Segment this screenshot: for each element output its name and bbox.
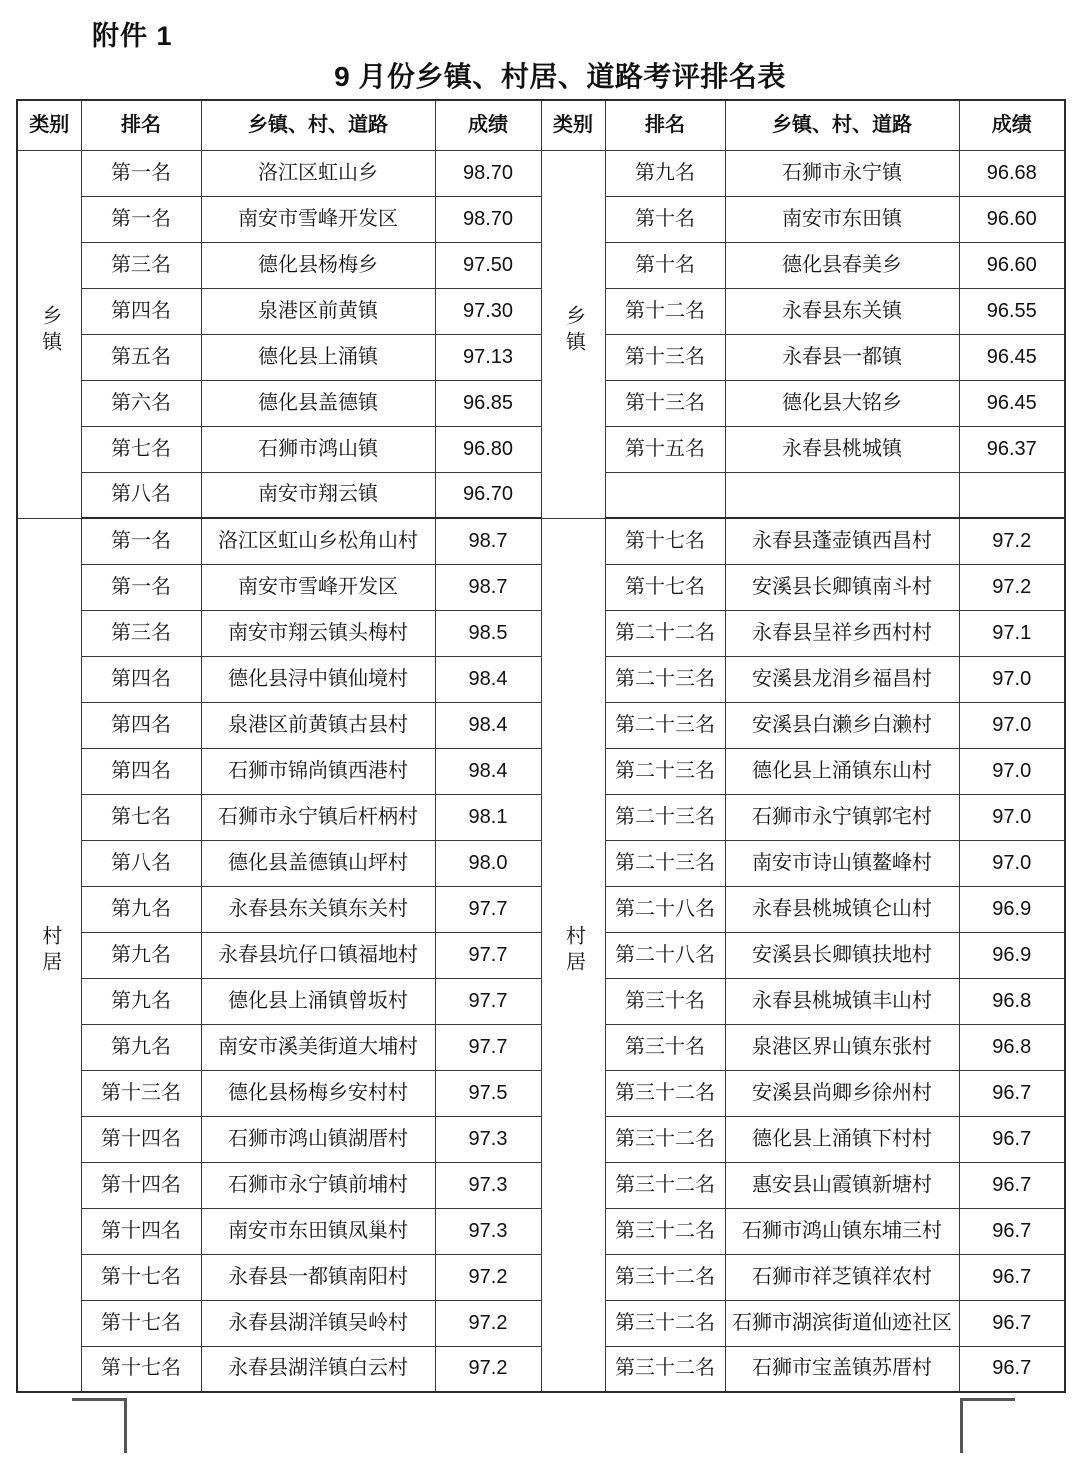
cell-score-left: 97.3 xyxy=(435,1116,541,1162)
cell-score-left: 97.7 xyxy=(435,932,541,978)
attachment-label: 附件 1 xyxy=(92,21,173,51)
cell-score-left: 97.7 xyxy=(435,1024,541,1070)
cell-rank-left: 第四名 xyxy=(81,702,201,748)
cell-name-left: 德化县盖德镇 xyxy=(201,380,435,426)
header-name-right: 乡镇、村、道路 xyxy=(725,100,959,150)
header-name-left: 乡镇、村、道路 xyxy=(201,100,435,150)
cell-rank-right: 第三十二名 xyxy=(605,1116,725,1162)
cell-rank-right: 第十三名 xyxy=(605,334,725,380)
cell-rank-left: 第一名 xyxy=(81,150,201,196)
table-header xyxy=(17,100,1065,150)
cell-name-left: 德化县上涌镇 xyxy=(201,334,435,380)
cell-rank-right: 第二十八名 xyxy=(605,886,725,932)
cell-score-right: 96.8 xyxy=(959,978,1065,1024)
table-row xyxy=(17,518,1065,564)
crop-mark-left-icon xyxy=(72,1398,127,1453)
cell-name-right xyxy=(725,472,959,518)
cell-score-right: 96.7 xyxy=(959,1346,1065,1392)
cell-name-right: 永春县一都镇 xyxy=(725,334,959,380)
cell-rank-left: 第一名 xyxy=(81,564,201,610)
cell-rank-left: 第九名 xyxy=(81,978,201,1024)
cell-score-left: 97.2 xyxy=(435,1254,541,1300)
cell-name-right: 石狮市永宁镇 xyxy=(725,150,959,196)
cell-name-right: 永春县桃城镇仑山村 xyxy=(725,886,959,932)
cell-score-left: 96.85 xyxy=(435,380,541,426)
header-rank-left: 排名 xyxy=(81,100,201,150)
cell-name-right: 石狮市湖滨街道仙迹社区 xyxy=(725,1300,959,1346)
cell-name-left: 德化县盖德镇山坪村 xyxy=(201,840,435,886)
cell-name-right: 石狮市宝盖镇苏厝村 xyxy=(725,1346,959,1392)
cell-name-right: 安溪县龙涓乡福昌村 xyxy=(725,656,959,702)
header-category-left: 类别 xyxy=(17,100,81,150)
cell-rank-right: 第三十二名 xyxy=(605,1254,725,1300)
cell-rank-left: 第九名 xyxy=(81,932,201,978)
cell-name-left: 永春县湖洋镇吴岭村 xyxy=(201,1300,435,1346)
cell-rank-right: 第二十三名 xyxy=(605,748,725,794)
cell-score-right: 96.9 xyxy=(959,932,1065,978)
table-header-row xyxy=(17,100,1065,150)
cell-name-left: 永春县坑仔口镇福地村 xyxy=(201,932,435,978)
cell-name-left: 洛江区虹山乡 xyxy=(201,150,435,196)
cell-score-left: 97.30 xyxy=(435,288,541,334)
cell-name-left: 德化县杨梅乡安村村 xyxy=(201,1070,435,1116)
cell-score-right: 97.1 xyxy=(959,610,1065,656)
category-label-right xyxy=(541,518,605,1392)
cell-rank-left: 第十四名 xyxy=(81,1116,201,1162)
cell-name-right: 安溪县白濑乡白濑村 xyxy=(725,702,959,748)
cell-rank-right: 第十名 xyxy=(605,242,725,288)
cell-score-left: 97.13 xyxy=(435,334,541,380)
cell-name-right: 安溪县尚卿乡徐州村 xyxy=(725,1070,959,1116)
cell-rank-left: 第九名 xyxy=(81,886,201,932)
category-label-left xyxy=(17,518,81,1392)
cell-score-left: 98.4 xyxy=(435,748,541,794)
cell-rank-right: 第三十二名 xyxy=(605,1346,725,1392)
cell-rank-right: 第三十名 xyxy=(605,978,725,1024)
cell-name-left: 泉港区前黄镇古县村 xyxy=(201,702,435,748)
cell-score-right xyxy=(959,472,1065,518)
cell-rank-left: 第四名 xyxy=(81,748,201,794)
cell-name-right: 德化县上涌镇下村村 xyxy=(725,1116,959,1162)
cell-score-right: 96.60 xyxy=(959,242,1065,288)
cell-rank-right: 第二十二名 xyxy=(605,610,725,656)
cell-name-right: 永春县桃城镇丰山村 xyxy=(725,978,959,1024)
cell-name-left: 南安市东田镇凤巢村 xyxy=(201,1208,435,1254)
cell-name-right: 德化县大铭乡 xyxy=(725,380,959,426)
table-row xyxy=(17,150,1065,196)
cell-score-left: 98.7 xyxy=(435,564,541,610)
ranking-table-wrapper xyxy=(16,99,1064,1393)
cell-score-right: 96.7 xyxy=(959,1070,1065,1116)
cell-score-left: 98.1 xyxy=(435,794,541,840)
cell-rank-right: 第二十三名 xyxy=(605,702,725,748)
category-label-text: 乡镇 xyxy=(38,304,61,357)
cell-name-left: 德化县杨梅乡 xyxy=(201,242,435,288)
cell-score-left: 97.50 xyxy=(435,242,541,288)
cell-rank-left: 第八名 xyxy=(81,840,201,886)
cell-name-right: 德化县上涌镇东山村 xyxy=(725,748,959,794)
cell-name-right: 安溪县长卿镇扶地村 xyxy=(725,932,959,978)
cell-score-right: 97.0 xyxy=(959,702,1065,748)
cell-score-right: 96.55 xyxy=(959,288,1065,334)
cell-rank-left: 第五名 xyxy=(81,334,201,380)
cell-score-right: 97.0 xyxy=(959,656,1065,702)
cell-name-left: 永春县湖洋镇白云村 xyxy=(201,1346,435,1392)
cell-rank-right: 第三十二名 xyxy=(605,1208,725,1254)
cell-name-left: 永春县东关镇东关村 xyxy=(201,886,435,932)
cell-rank-left: 第十四名 xyxy=(81,1208,201,1254)
cell-rank-right: 第三十二名 xyxy=(605,1300,725,1346)
cell-score-left: 97.5 xyxy=(435,1070,541,1116)
cell-score-right: 96.8 xyxy=(959,1024,1065,1070)
header-rank-right: 排名 xyxy=(605,100,725,150)
cell-score-right: 96.68 xyxy=(959,150,1065,196)
cell-name-left: 南安市雪峰开发区 xyxy=(201,564,435,610)
cell-score-left: 98.70 xyxy=(435,196,541,242)
cell-name-left: 石狮市永宁镇前埔村 xyxy=(201,1162,435,1208)
cell-rank-left: 第十四名 xyxy=(81,1162,201,1208)
cell-name-left: 南安市翔云镇 xyxy=(201,472,435,518)
cell-name-left: 石狮市锦尚镇西港村 xyxy=(201,748,435,794)
cell-score-left: 97.3 xyxy=(435,1208,541,1254)
cell-score-right: 96.45 xyxy=(959,334,1065,380)
cell-rank-right: 第十二名 xyxy=(605,288,725,334)
cell-score-left: 98.7 xyxy=(435,518,541,564)
cell-rank-right: 第九名 xyxy=(605,150,725,196)
cell-score-right: 96.7 xyxy=(959,1300,1065,1346)
category-label-text: 村居 xyxy=(562,925,585,978)
cell-rank-right: 第十七名 xyxy=(605,564,725,610)
cell-rank-right: 第二十三名 xyxy=(605,840,725,886)
cell-name-right: 永春县桃城镇 xyxy=(725,426,959,472)
header-score-right: 成绩 xyxy=(959,100,1065,150)
crop-mark-right-icon xyxy=(960,1398,1015,1453)
cell-score-right: 97.2 xyxy=(959,564,1065,610)
cell-rank-right: 第十名 xyxy=(605,196,725,242)
cell-score-left: 98.5 xyxy=(435,610,541,656)
cell-score-left: 97.3 xyxy=(435,1162,541,1208)
category-label-text: 村居 xyxy=(38,925,61,978)
cell-name-right: 德化县春美乡 xyxy=(725,242,959,288)
cell-rank-left: 第三名 xyxy=(81,242,201,288)
cell-score-left: 98.0 xyxy=(435,840,541,886)
cell-score-right: 97.0 xyxy=(959,748,1065,794)
cell-score-right: 97.2 xyxy=(959,518,1065,564)
cell-name-left: 永春县一都镇南阳村 xyxy=(201,1254,435,1300)
cell-score-right: 96.9 xyxy=(959,886,1065,932)
category-label-left xyxy=(17,150,81,518)
cell-score-right: 97.0 xyxy=(959,794,1065,840)
cell-name-left: 南安市翔云镇头梅村 xyxy=(201,610,435,656)
cell-rank-left: 第六名 xyxy=(81,380,201,426)
cell-name-left: 南安市雪峰开发区 xyxy=(201,196,435,242)
page-title: 9 月份乡镇、村居、道路考评排名表 xyxy=(334,61,786,92)
cell-rank-left: 第七名 xyxy=(81,794,201,840)
cell-rank-left: 第十七名 xyxy=(81,1346,201,1392)
cell-rank-left: 第十七名 xyxy=(81,1254,201,1300)
cell-name-right: 南安市东田镇 xyxy=(725,196,959,242)
cell-name-left: 泉港区前黄镇 xyxy=(201,288,435,334)
cell-rank-right: 第三十二名 xyxy=(605,1070,725,1116)
cell-rank-right: 第三十二名 xyxy=(605,1162,725,1208)
cell-score-left: 97.2 xyxy=(435,1300,541,1346)
cell-score-right: 96.7 xyxy=(959,1254,1065,1300)
cell-name-left: 南安市溪美街道大埔村 xyxy=(201,1024,435,1070)
cell-name-right: 永春县东关镇 xyxy=(725,288,959,334)
cell-rank-left: 第十七名 xyxy=(81,1300,201,1346)
cell-rank-left: 第八名 xyxy=(81,472,201,518)
cell-rank-right: 第十七名 xyxy=(605,518,725,564)
cell-name-right: 永春县蓬壶镇西昌村 xyxy=(725,518,959,564)
cell-score-right: 96.7 xyxy=(959,1162,1065,1208)
cell-rank-left: 第四名 xyxy=(81,288,201,334)
header-category-right: 类别 xyxy=(541,100,605,150)
cell-score-left: 97.2 xyxy=(435,1346,541,1392)
cell-name-right: 惠安县山霞镇新塘村 xyxy=(725,1162,959,1208)
cell-score-right: 96.45 xyxy=(959,380,1065,426)
cell-rank-right: 第二十三名 xyxy=(605,656,725,702)
cell-score-left: 97.7 xyxy=(435,886,541,932)
cell-rank-left: 第一名 xyxy=(81,518,201,564)
cell-name-left: 洛江区虹山乡松角山村 xyxy=(201,518,435,564)
cell-score-left: 96.80 xyxy=(435,426,541,472)
cell-score-right: 97.0 xyxy=(959,840,1065,886)
cell-rank-left: 第四名 xyxy=(81,656,201,702)
cell-name-left: 石狮市鸿山镇湖厝村 xyxy=(201,1116,435,1162)
cell-rank-left: 第一名 xyxy=(81,196,201,242)
cell-rank-left: 第七名 xyxy=(81,426,201,472)
header-score-left: 成绩 xyxy=(435,100,541,150)
category-label-text: 乡镇 xyxy=(562,304,585,357)
cell-score-left: 98.70 xyxy=(435,150,541,196)
cell-name-left: 石狮市鸿山镇 xyxy=(201,426,435,472)
cell-name-left: 德化县上涌镇曾坂村 xyxy=(201,978,435,1024)
table-body xyxy=(17,150,1065,1392)
cell-name-left: 德化县浔中镇仙境村 xyxy=(201,656,435,702)
cell-name-right: 泉港区界山镇东张村 xyxy=(725,1024,959,1070)
cell-score-left: 98.4 xyxy=(435,702,541,748)
cell-name-right: 安溪县长卿镇南斗村 xyxy=(725,564,959,610)
cell-score-left: 98.4 xyxy=(435,656,541,702)
cell-score-right: 96.7 xyxy=(959,1116,1065,1162)
cell-rank-right: 第十五名 xyxy=(605,426,725,472)
cell-rank-right: 第三十名 xyxy=(605,1024,725,1070)
ranking-table xyxy=(16,99,1066,1393)
cell-score-left: 97.7 xyxy=(435,978,541,1024)
cell-name-right: 石狮市鸿山镇东埔三村 xyxy=(725,1208,959,1254)
cell-score-right: 96.7 xyxy=(959,1208,1065,1254)
cell-name-right: 南安市诗山镇鳌峰村 xyxy=(725,840,959,886)
cell-rank-right: 第二十三名 xyxy=(605,794,725,840)
cell-name-right: 石狮市祥芝镇祥农村 xyxy=(725,1254,959,1300)
cell-rank-left: 第九名 xyxy=(81,1024,201,1070)
cell-rank-right: 第二十八名 xyxy=(605,932,725,978)
cell-rank-right xyxy=(605,472,725,518)
cell-rank-left: 第三名 xyxy=(81,610,201,656)
cell-name-left: 石狮市永宁镇后杆柄村 xyxy=(201,794,435,840)
cell-score-left: 96.70 xyxy=(435,472,541,518)
cell-name-right: 石狮市永宁镇郭宅村 xyxy=(725,794,959,840)
cell-rank-right: 第十三名 xyxy=(605,380,725,426)
category-label-right xyxy=(541,150,605,518)
cell-score-right: 96.37 xyxy=(959,426,1065,472)
cell-name-right: 永春县呈祥乡西村村 xyxy=(725,610,959,656)
cell-rank-left: 第十三名 xyxy=(81,1070,201,1116)
cell-score-right: 96.60 xyxy=(959,196,1065,242)
